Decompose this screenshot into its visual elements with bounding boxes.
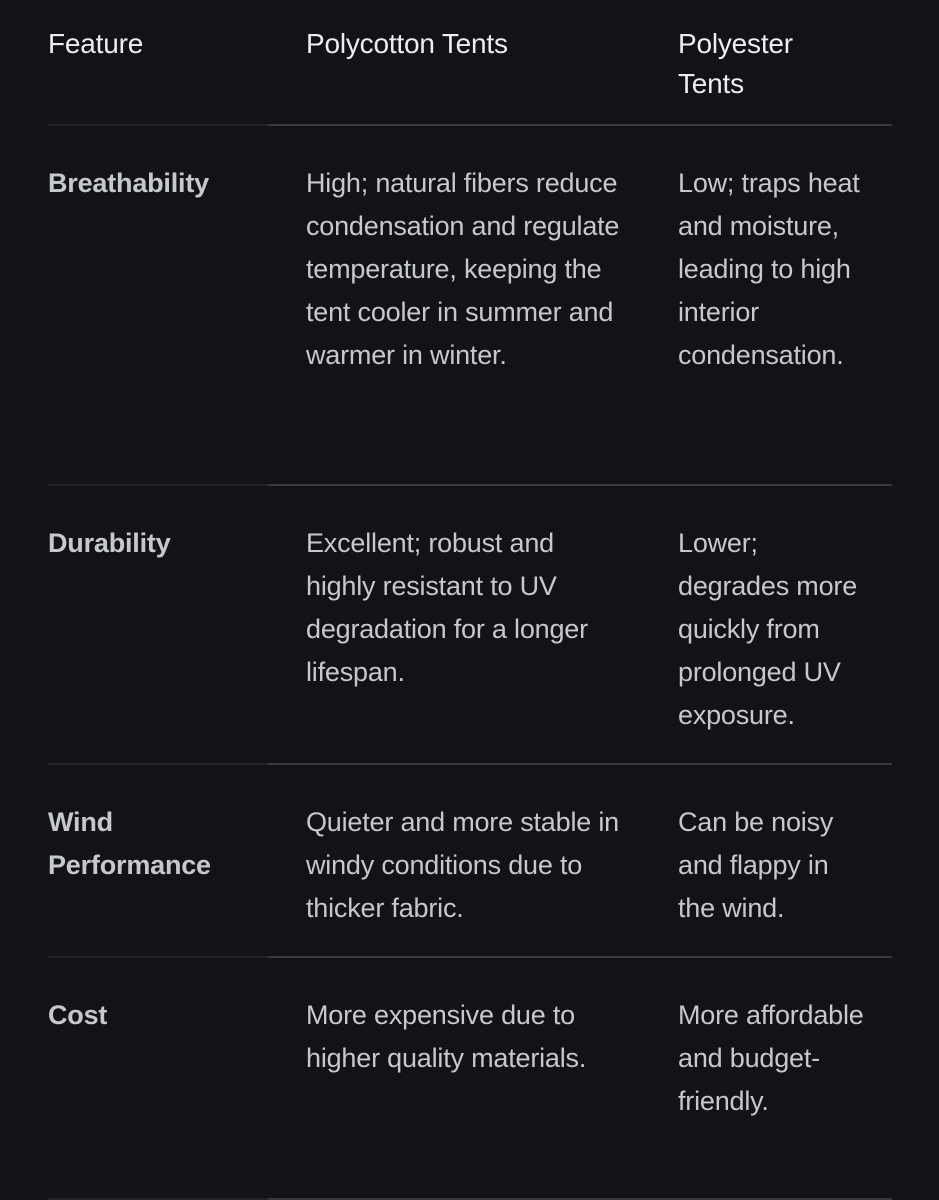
- column-header-feature: Feature: [48, 0, 268, 126]
- table-row-cost: [48, 958, 892, 1200]
- cell-breathability-polyester: Low; traps heat and moisture, leading to high interior condensation.: [640, 126, 892, 486]
- column-header-polyester-tents: Polyester Tents: [640, 0, 892, 126]
- column-header-polycotton-tents: Polycotton Tents: [268, 0, 640, 126]
- cell-cost-polyester: More affordable and budget-friendly.: [640, 958, 892, 1200]
- cell-durability-polyester: Lower; degrades more quickly from prolonged UV exposure.: [640, 486, 892, 765]
- row-label-durability: Durability: [48, 486, 268, 765]
- row-label-cost: Cost: [48, 958, 268, 1200]
- cell-cost-polycotton: More expensive due to higher quality materials.: [268, 958, 640, 1200]
- cell-wind-performance-polyester: Can be noisy and flappy in the wind.: [640, 765, 892, 958]
- table-row-durability: [48, 486, 892, 765]
- table-row-wind-performance: [48, 765, 892, 958]
- cell-durability-polycotton: Excellent; robust and highly resistant to UV degradation for a longer lifespan.: [268, 486, 640, 765]
- cell-wind-performance-polycotton: Quieter and more stable in windy conditions due to thicker fabric.: [268, 765, 640, 958]
- row-label-breathability: Breathability: [48, 126, 268, 486]
- cell-breathability-polycotton: High; natural fibers reduce condensation and regulate temperature, keeping the tent cooler in summer and warmer in winter.: [268, 126, 640, 486]
- table-header-row: [48, 0, 892, 126]
- table-row-breathability: [48, 126, 892, 486]
- row-label-wind-performance: Wind Performance: [48, 765, 268, 958]
